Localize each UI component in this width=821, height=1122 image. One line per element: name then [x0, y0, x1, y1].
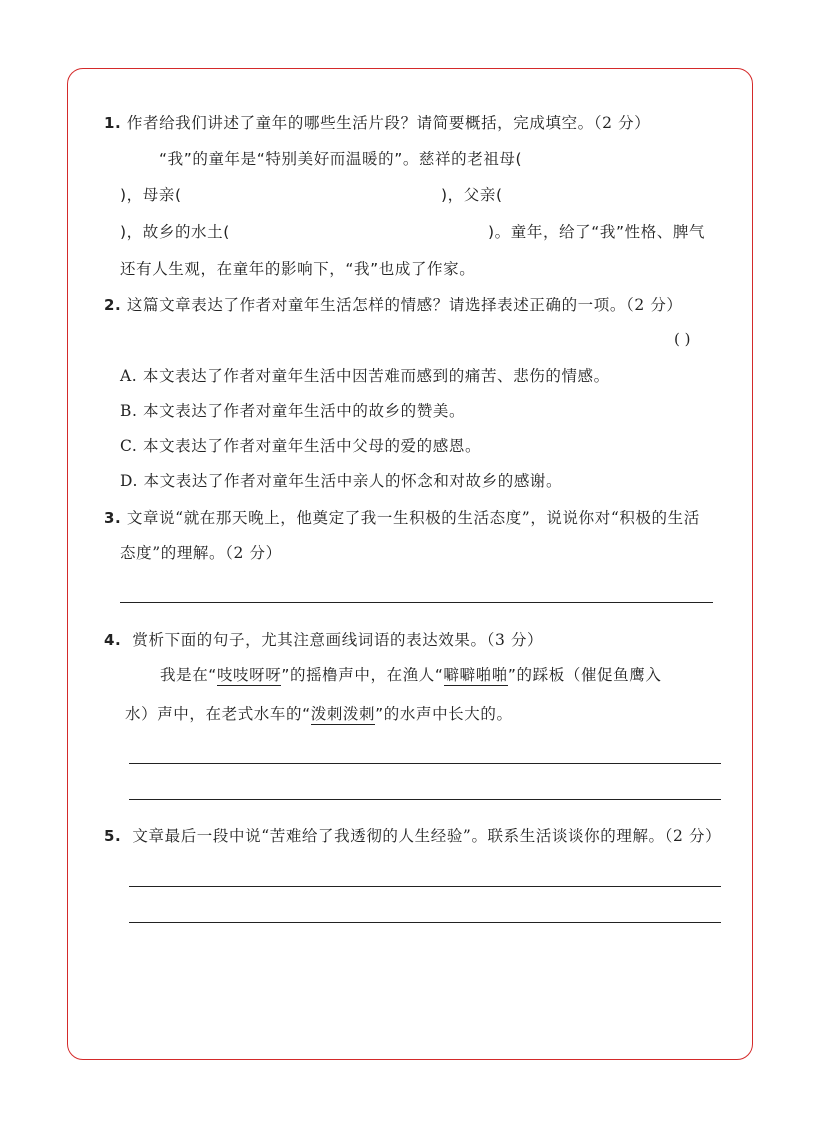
answer-line[interactable]: [129, 799, 721, 800]
question-number: 1.: [104, 114, 122, 132]
question-text: 文章说“就在那天晚上，他奠定了我一生积极的生活态度”，说说你对“积极的生活: [126, 509, 700, 527]
question-1: [104, 113, 650, 133]
question-number: 5.: [104, 827, 122, 845]
quote-text: ”的水声中长大的。: [375, 705, 513, 723]
quote-text: 水）声中，在老式水车的“: [125, 705, 311, 723]
option-b[interactable]: B. 本文表达了作者对童年生活中的故乡的赞美。: [120, 402, 466, 420]
q1-line-1: “我”的童年是“特别美好而温暖的”。慈祥的老祖母(: [159, 150, 523, 168]
answer-line[interactable]: [129, 886, 721, 887]
question-5: [104, 826, 721, 846]
question-number: 4.: [104, 631, 122, 649]
question-number: 2.: [104, 296, 122, 314]
option-c[interactable]: C. 本文表达了作者对童年生活中父母的爱的感恩。: [120, 437, 482, 455]
answer-line[interactable]: [129, 763, 721, 764]
q3-line-2: 态度”的理解。（2 分）: [120, 544, 282, 562]
question-number: 3.: [104, 509, 122, 527]
q1-line-3-end: )。童年，给了“我”性格、脾气: [488, 223, 706, 241]
answer-line[interactable]: [129, 922, 721, 923]
quote-text: ”的踩板（催促鱼鹰入: [507, 666, 662, 684]
q4-quote-line-2: [125, 704, 513, 724]
option-a[interactable]: A. 本文表达了作者对童年生活中因苦难而感到的痛苦、悲伤的情感。: [120, 367, 610, 385]
q1-blank-mother[interactable]: )，母亲(: [120, 186, 182, 204]
question-3: [104, 508, 700, 528]
question-text: 赏析下面的句子，尤其注意画线词语的表达效果。（3 分）: [132, 631, 544, 649]
underlined-word-1: 吱吱呀呀: [216, 666, 282, 684]
quote-text: ”的摇橹声中，在渔人“: [281, 666, 444, 684]
option-d[interactable]: D. 本文表达了作者对童年生活中亲人的怀念和对故乡的感谢。: [120, 472, 563, 490]
q4-quote-line-1: [160, 665, 661, 685]
quote-text: 我是在“: [160, 666, 217, 684]
page-border: [67, 68, 753, 1060]
q1-blank-father[interactable]: )，父亲(: [441, 186, 503, 204]
q1-blank-hometown[interactable]: )，故乡的水土(: [120, 223, 230, 241]
question-2: [104, 295, 683, 315]
answer-line[interactable]: [120, 602, 713, 603]
q1-line-4: 还有人生观，在童年的影响下，“我”也成了作家。: [120, 260, 476, 278]
question-text: 这篇文章表达了作者对童年生活怎样的情感？请选择表述正确的一项。（2 分）: [126, 296, 683, 314]
question-text: 作者给我们讲述了童年的哪些生活片段？请简要概括，完成填空。（2 分）: [126, 114, 651, 132]
answer-bracket[interactable]: ( ): [674, 330, 691, 348]
question-text: 文章最后一段中说“苦难给了我透彻的人生经验”。联系生活谈谈你的理解。（2 分）: [132, 827, 722, 845]
underlined-word-3: 泼刺泼刺: [310, 705, 376, 723]
question-4: [104, 630, 543, 650]
underlined-word-2: 噼噼啪啪: [443, 666, 508, 684]
